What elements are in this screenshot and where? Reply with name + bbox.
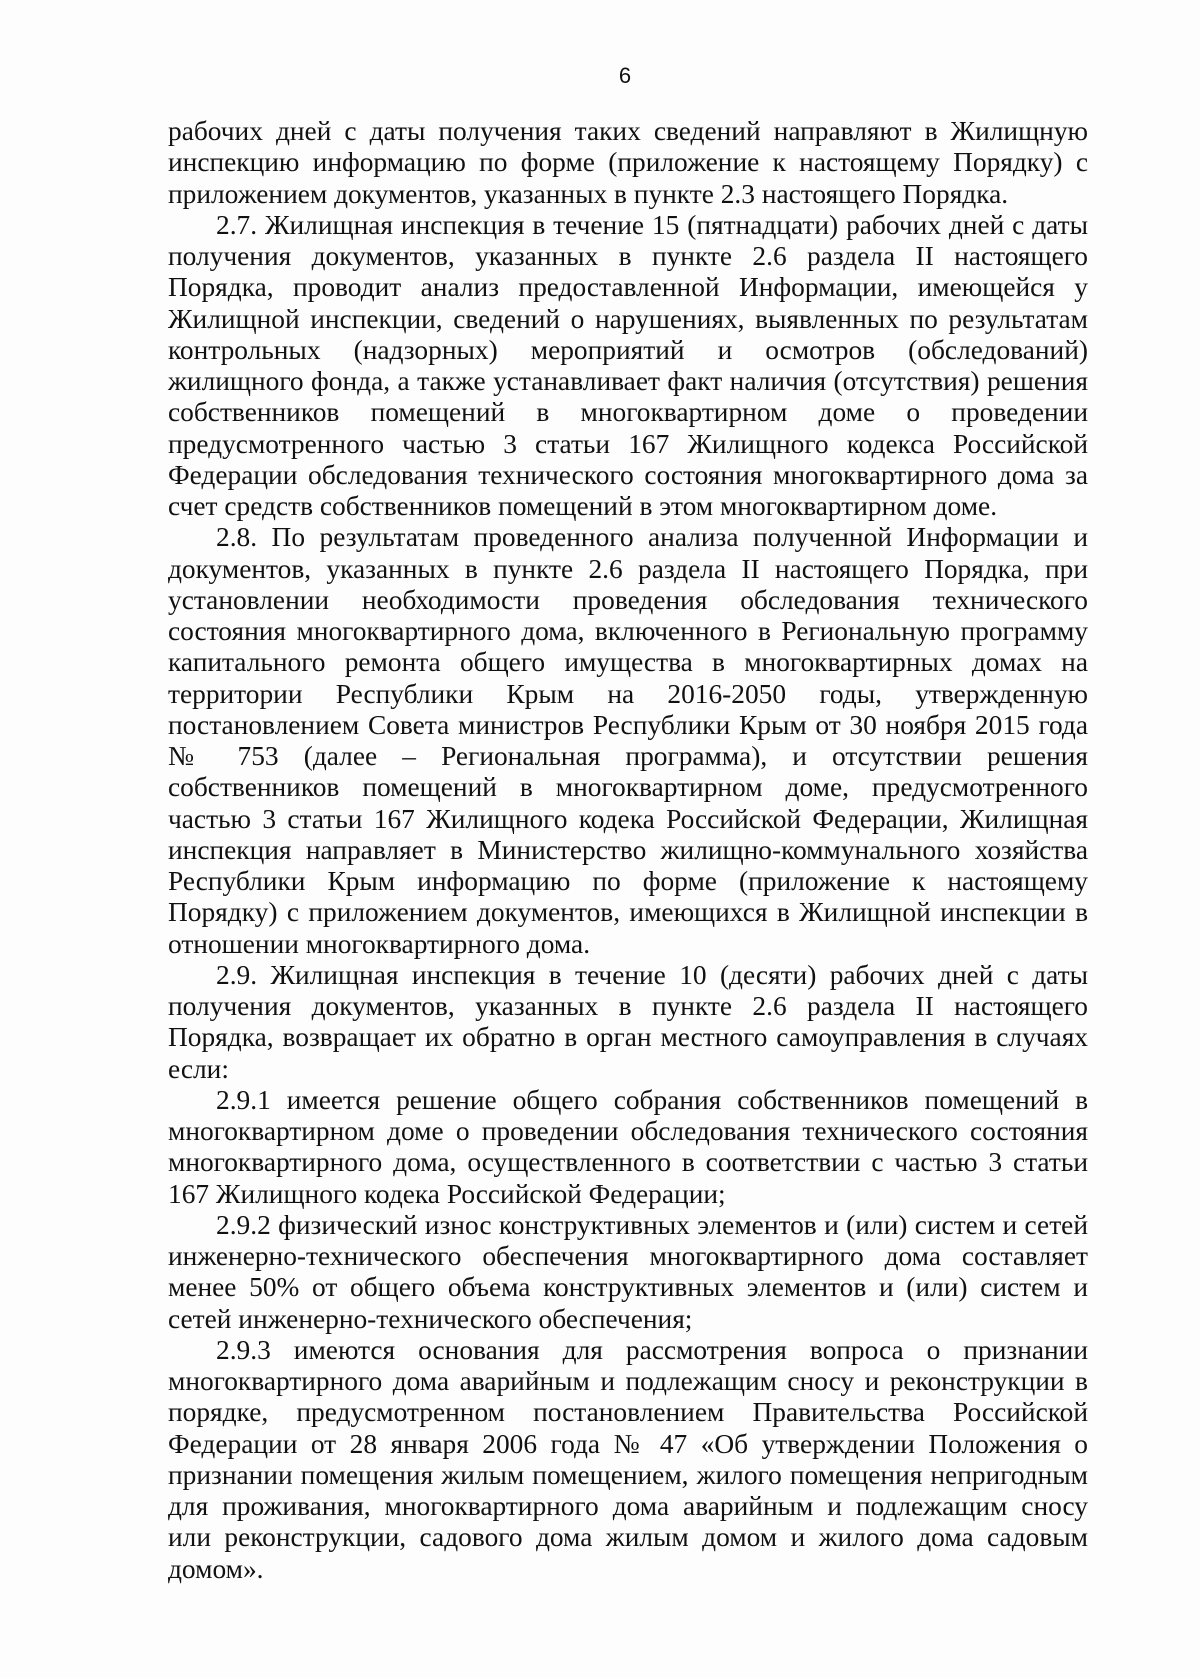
page-number: 6	[618, 63, 632, 88]
paragraph-2-7: 2.7. Жилищная инспекция в течение 15 (пятнадцати) рабочих дней с даты получения документов, указанных в пункте 2.6 раздела II настоящего Порядка, проводит анализ предоставленной Информации, имеющейся у Жилищной инспекции, сведений о нарушениях, выявленных по результатам контрольных (надзорных) мероприятий и осмотров (обследований) жилищного фонда, а также устанавливает факт наличия (отсутствия) решения собственников помещений в многоквартирном доме о проведении предусмотренного частью 3 статьи 167 Жилищного кодекса Российской Федерации обследования технического состояния многоквартирного дома за счет средств собственников помещений в этом многоквартирном доме.	[168, 209, 1088, 521]
paragraph-2-9-1: 2.9.1 имеется решение общего собрания собственников помещений в многоквартирном доме о проведении обследования технического состояния многоквартирного дома, осуществленного в соответствии с частью 3 статьи 167 Жилищного кодека Российской Федерации;	[168, 1084, 1088, 1209]
paragraph-2-9-2: 2.9.2 физический износ конструктивных элементов и (или) систем и сетей инженерно-технического обеспечения многоквартирного дома составляет менее 50% от общего объема конструктивных элементов и (или) систем и сетей инженерно-технического обеспечения;	[168, 1209, 1088, 1334]
paragraph-2-9: 2.9. Жилищная инспекция в течение 10 (десяти) рабочих дней с даты получения документов, указанных в пункте 2.6 раздела II настоящего Порядка, возвращает их обратно в орган местного самоуправления в случаях если:	[168, 959, 1088, 1084]
document-body	[168, 116, 1088, 1585]
paragraph-continuation: рабочих дней с даты получения таких сведений направляют в Жилищную инспекцию информацию по форме (приложение к настоящему Порядку) с приложением документов, указанных в пункте 2.3 настоящего Порядка.	[168, 116, 1088, 209]
paragraph-2-8: 2.8. По результатам проведенного анализа полученной Информации и документов, указанных в пункте 2.6 раздела II настоящего Порядка, при установлении необходимости проведения обследования технического состояния многоквартирного дома, включенного в Региональную программу капитального ремонта общего имущества в многоквартирных домах на территории Республики Крым на 2016-2050 годы, утвержденную постановлением Совета министров Республики Крым от 30 ноября 2015 года № 753 (далее – Региональная программа), и отсутствии решения собственников помещений в многоквартирном доме, предусмотренного частью 3 статьи 167 Жилищного кодека Российской Федерации, Жилищная инспекция направляет в Министерство жилищно-коммунального хозяйства Республики Крым информацию по форме (приложение к настоящему Порядку) с приложением документов, имеющихся в Жилищной инспекции в отношении многоквартирного дома.	[168, 522, 1088, 959]
paragraph-2-9-3: 2.9.3 имеются основания для рассмотрения вопроса о признании многоквартирного дома аварийным и подлежащим сносу и реконструкции в порядке, предусмотренном постановлением Правительства Российской Федерации от 28 января 2006 года № 47 «Об утверждении Положения о признании помещения жилым помещением, жилого помещения непригодным для проживания, многоквартирного дома аварийным и подлежащим сносу или реконструкции, садового дома жилым домом и жилого дома садовым домом».	[168, 1334, 1088, 1584]
